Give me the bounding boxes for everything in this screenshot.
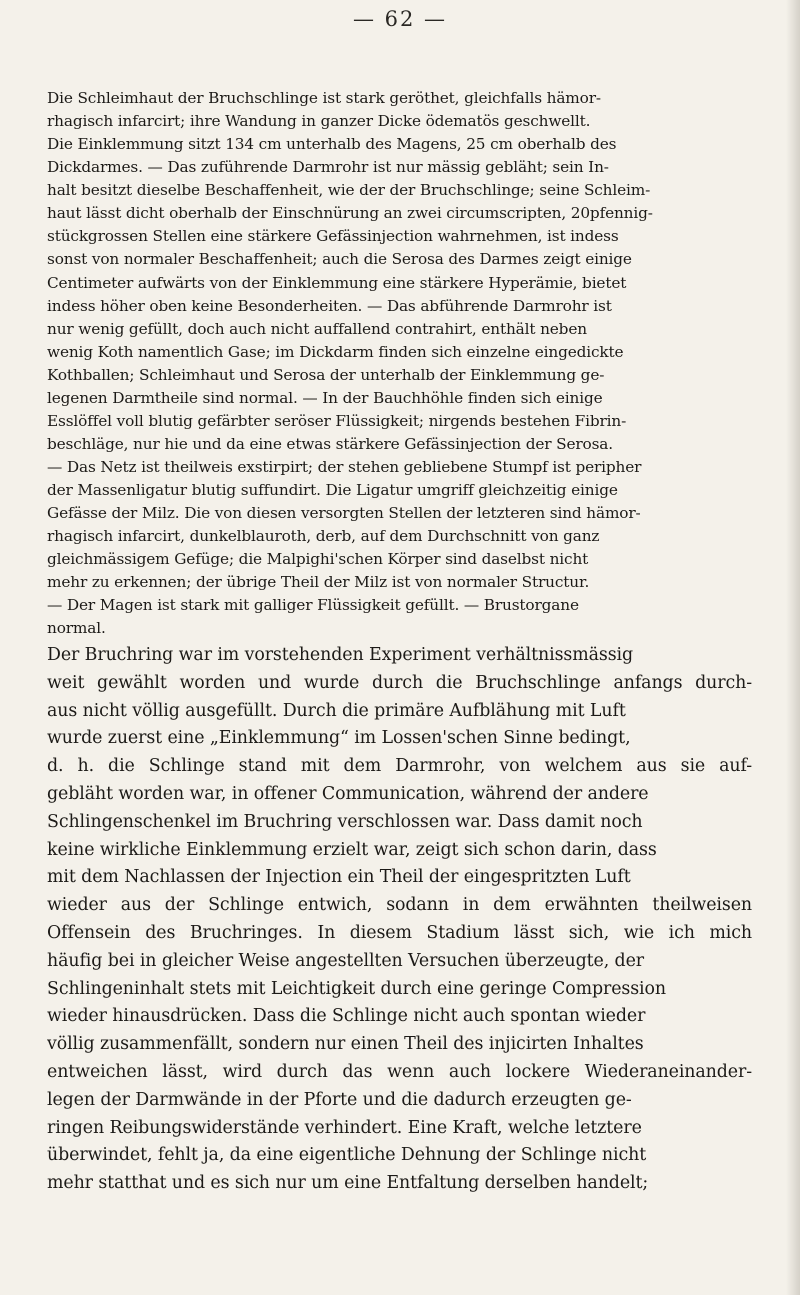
text-line: normal. bbox=[47, 619, 106, 638]
text-line: gleichmässigem Gefüge; die Malpighi'schen Körper sind daselbst nicht bbox=[47, 550, 589, 569]
text-line: stückgrossen Stellen eine stärkere Gefässinjection wahrnehmen, ist indess bbox=[47, 227, 619, 246]
text-line: weit gewählt worden und wurde durch die Bruchschlinge anfangs durch- bbox=[47, 672, 752, 693]
text-line: wurde zuerst eine „Einklemmung“ im Lossen'schen Sinne bedingt, bbox=[47, 728, 631, 749]
text-line: Die Schleimhaut der Bruchschlinge ist stark geröthet, gleichfalls hämor- bbox=[47, 89, 601, 107]
text-line: halt besitzt dieselbe Beschaffenheit, wie der der Bruchschlinge; seine Schleim- bbox=[47, 181, 651, 200]
text-line: gebläht worden war, in offener Communication, während der andere bbox=[47, 783, 649, 804]
text-line: überwindet, fehlt ja, da eine eigentliche Dehnung der Schlinge nicht bbox=[47, 1145, 647, 1166]
paragraph-main-text bbox=[47, 642, 797, 1198]
page-edge-shadow bbox=[786, 0, 800, 1295]
text-line: entweichen lässt, wird durch das wenn auch lockere Wiederaneinander- bbox=[47, 1061, 752, 1082]
text-line: Gefässe der Milz. Die von diesen versorgten Stellen der letzteren sind hämor- bbox=[47, 504, 641, 523]
text-line: rhagisch infarcirt; ihre Wandung in ganzer Dicke ödematös geschwellt. bbox=[47, 112, 591, 131]
text-line: häufig bei in gleicher Weise angestellten Versuchen überzeugte, der bbox=[47, 950, 644, 971]
text-line: — Das Netz ist theilweis exstirpirt; der stehen gebliebene Stumpf ist peripher bbox=[47, 458, 642, 476]
text-line: beschläge, nur hie und da eine etwas stärkere Gefässinjection der Serosa. bbox=[47, 434, 613, 453]
text-line: Schlingenschenkel im Bruchring verschlossen war. Dass damit noch bbox=[47, 811, 643, 832]
text-line: legenen Darmtheile sind normal. — In der Bauchhöhle finden sich einige bbox=[47, 388, 603, 407]
text-line: der Massenligatur blutig suffundirt. Die Ligatur umgriff gleichzeitig einige bbox=[47, 481, 618, 500]
text-line: legen der Darmwände in der Pforte und die dadurch erzeugten ge- bbox=[47, 1089, 632, 1110]
text-line: Kothballen; Schleimhaut und Serosa der unterhalb der Einklemmung ge- bbox=[47, 365, 605, 384]
text-line: Schlingeninhalt stets mit Leichtigkeit durch eine geringe Compression bbox=[47, 978, 666, 999]
text-line: wieder hinausdrücken. Dass die Schlinge nicht auch spontan wieder bbox=[47, 1006, 646, 1027]
text-line: rhagisch infarcirt, dunkelblauroth, derb, auf dem Durchschnitt von ganz bbox=[47, 527, 600, 546]
text-line: wenig Koth namentlich Gase; im Dickdarm finden sich einzelne eingedickte bbox=[47, 342, 624, 361]
paragraph-small-print bbox=[47, 87, 797, 641]
text-line: indess höher oben keine Besonderheiten. — Das abführende Darmrohr ist bbox=[47, 296, 612, 315]
text-line: mehr statthat und es sich nur um eine Entfaltung derselben handelt; bbox=[47, 1173, 649, 1194]
text-line: Die Einklemmung sitzt 134 cm unterhalb des Magens, 25 cm oberhalb des bbox=[47, 135, 617, 154]
text-line: d. h. die Schlinge stand mit dem Darmrohr, von welchem aus sie auf- bbox=[47, 756, 752, 777]
text-line: Der Bruchring war im vorstehenden Experiment verhältnissmässig bbox=[47, 645, 634, 665]
text-line: Offensein des Bruchringes. In diesem Stadium lässt sich, wie ich mich bbox=[47, 922, 752, 943]
page-number: — 62 — bbox=[352, 7, 448, 31]
text-line: nur wenig gefüllt, doch auch nicht auffallend contrahirt, enthält neben bbox=[47, 319, 587, 338]
text-line: aus nicht völlig ausgefüllt. Durch die primäre Aufblähung mit Luft bbox=[47, 700, 626, 721]
text-line: völlig zusammenfällt, sondern nur einen Theil des injicirten Inhaltes bbox=[47, 1034, 644, 1055]
text-line: Esslöffel voll blutig gefärbter seröser Flüssigkeit; nirgends bestehen Fibrin- bbox=[47, 411, 627, 430]
text-line: keine wirkliche Einklemmung erzielt war, zeigt sich schon darin, dass bbox=[47, 839, 657, 860]
text-line: mit dem Nachlassen der Injection ein Theil der eingespritzten Luft bbox=[47, 867, 631, 888]
text-line: sonst von normaler Beschaffenheit; auch die Serosa des Darmes zeigt einige bbox=[47, 250, 632, 269]
text-line: wieder aus der Schlinge entwich, sodann in dem erwähnten theilweisen bbox=[47, 895, 752, 916]
text-line: — Der Magen ist stark mit galliger Flüssigkeit gefüllt. — Brustorgane bbox=[47, 596, 579, 615]
text-line: Dickdarmes. — Das zuführende Darmrohr ist nur mässig gebläht; sein In- bbox=[47, 158, 609, 177]
text-line: mehr zu erkennen; der übrige Theil der Milz ist von normaler Structur. bbox=[47, 573, 590, 592]
text-line: Centimeter aufwärts von der Einklemmung eine stärkere Hyperämie, bietet bbox=[47, 273, 627, 292]
text-line: haut lässt dicht oberhalb der Einschnürung an zwei circumscripten, 20pfennig- bbox=[47, 204, 653, 223]
text-line: ringen Reibungswiderstände verhindert. Eine Kraft, welche letztere bbox=[47, 1117, 642, 1138]
